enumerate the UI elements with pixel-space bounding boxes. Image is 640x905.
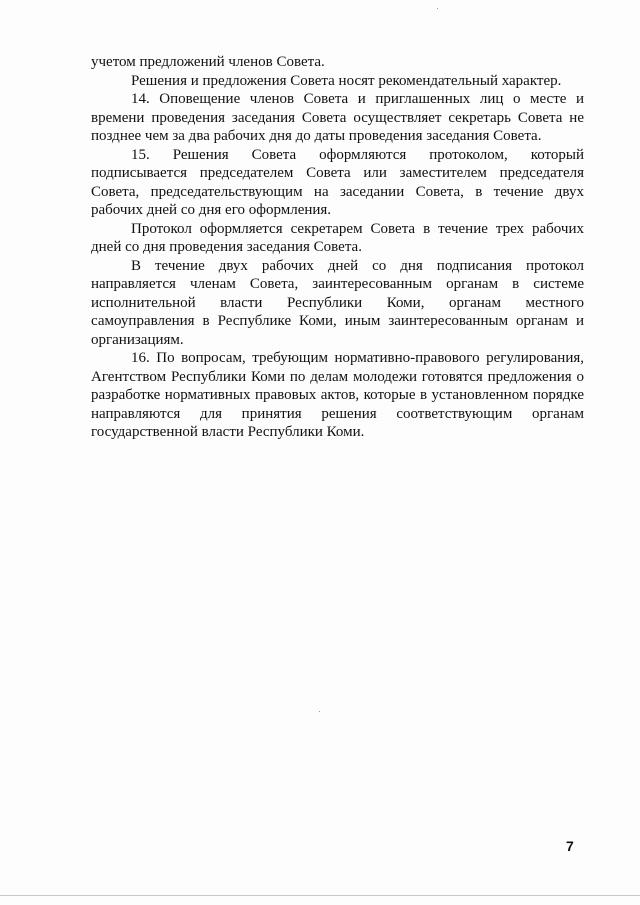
paragraph-continuation: учетом предложений членов Совета. bbox=[91, 54, 325, 70]
paragraph-item-15: 15. Решения Совета оформляются протоколом, который подписывается председателем Совета или заместителем председателя Совета, председательствующим на заседании Совета, в течение двух рабочих дней со дня его оформления. bbox=[91, 146, 584, 218]
document-body bbox=[91, 53, 584, 442]
paragraph-recommendations: Решения и предложения Совета носят рекомендательный характер. bbox=[131, 72, 562, 89]
paragraph-item-16: 16. По вопросам, требующим нормативно-правового регулирования, Агентством Республики Коми по делам молодежи готовятся предложения о разработке нормативных правовых актов, которые в установленном порядке направляются для принятия решения соответствующим органам государственной власти Республики Коми. bbox=[91, 350, 584, 440]
paragraph-protocol-distribution: В течение двух рабочих дней со дня подписания протокол направляется членам Совета, заинтересованным органам в системе исполнительной власти Республики Коми, органам местного самоуправления в Республике Коми, иным заинтересованным органам и организациям. bbox=[91, 257, 584, 348]
paragraph-item-14: 14. Оповещение членов Совета и приглашенных лиц о месте и времени проведения заседания Совета осуществляет секретарь Совета не позднее чем за два рабочих дня до даты проведения заседания Совета. bbox=[91, 91, 584, 144]
page-number: 7 bbox=[566, 838, 574, 854]
scan-speck bbox=[319, 711, 320, 712]
scan-edge-line bbox=[0, 895, 640, 896]
scan-speck bbox=[437, 8, 438, 9]
paragraph-protocol-secretary: Протокол оформляется секретарем Совета в течение трех рабочих дней со дня проведения заседания Совета. bbox=[91, 220, 584, 255]
